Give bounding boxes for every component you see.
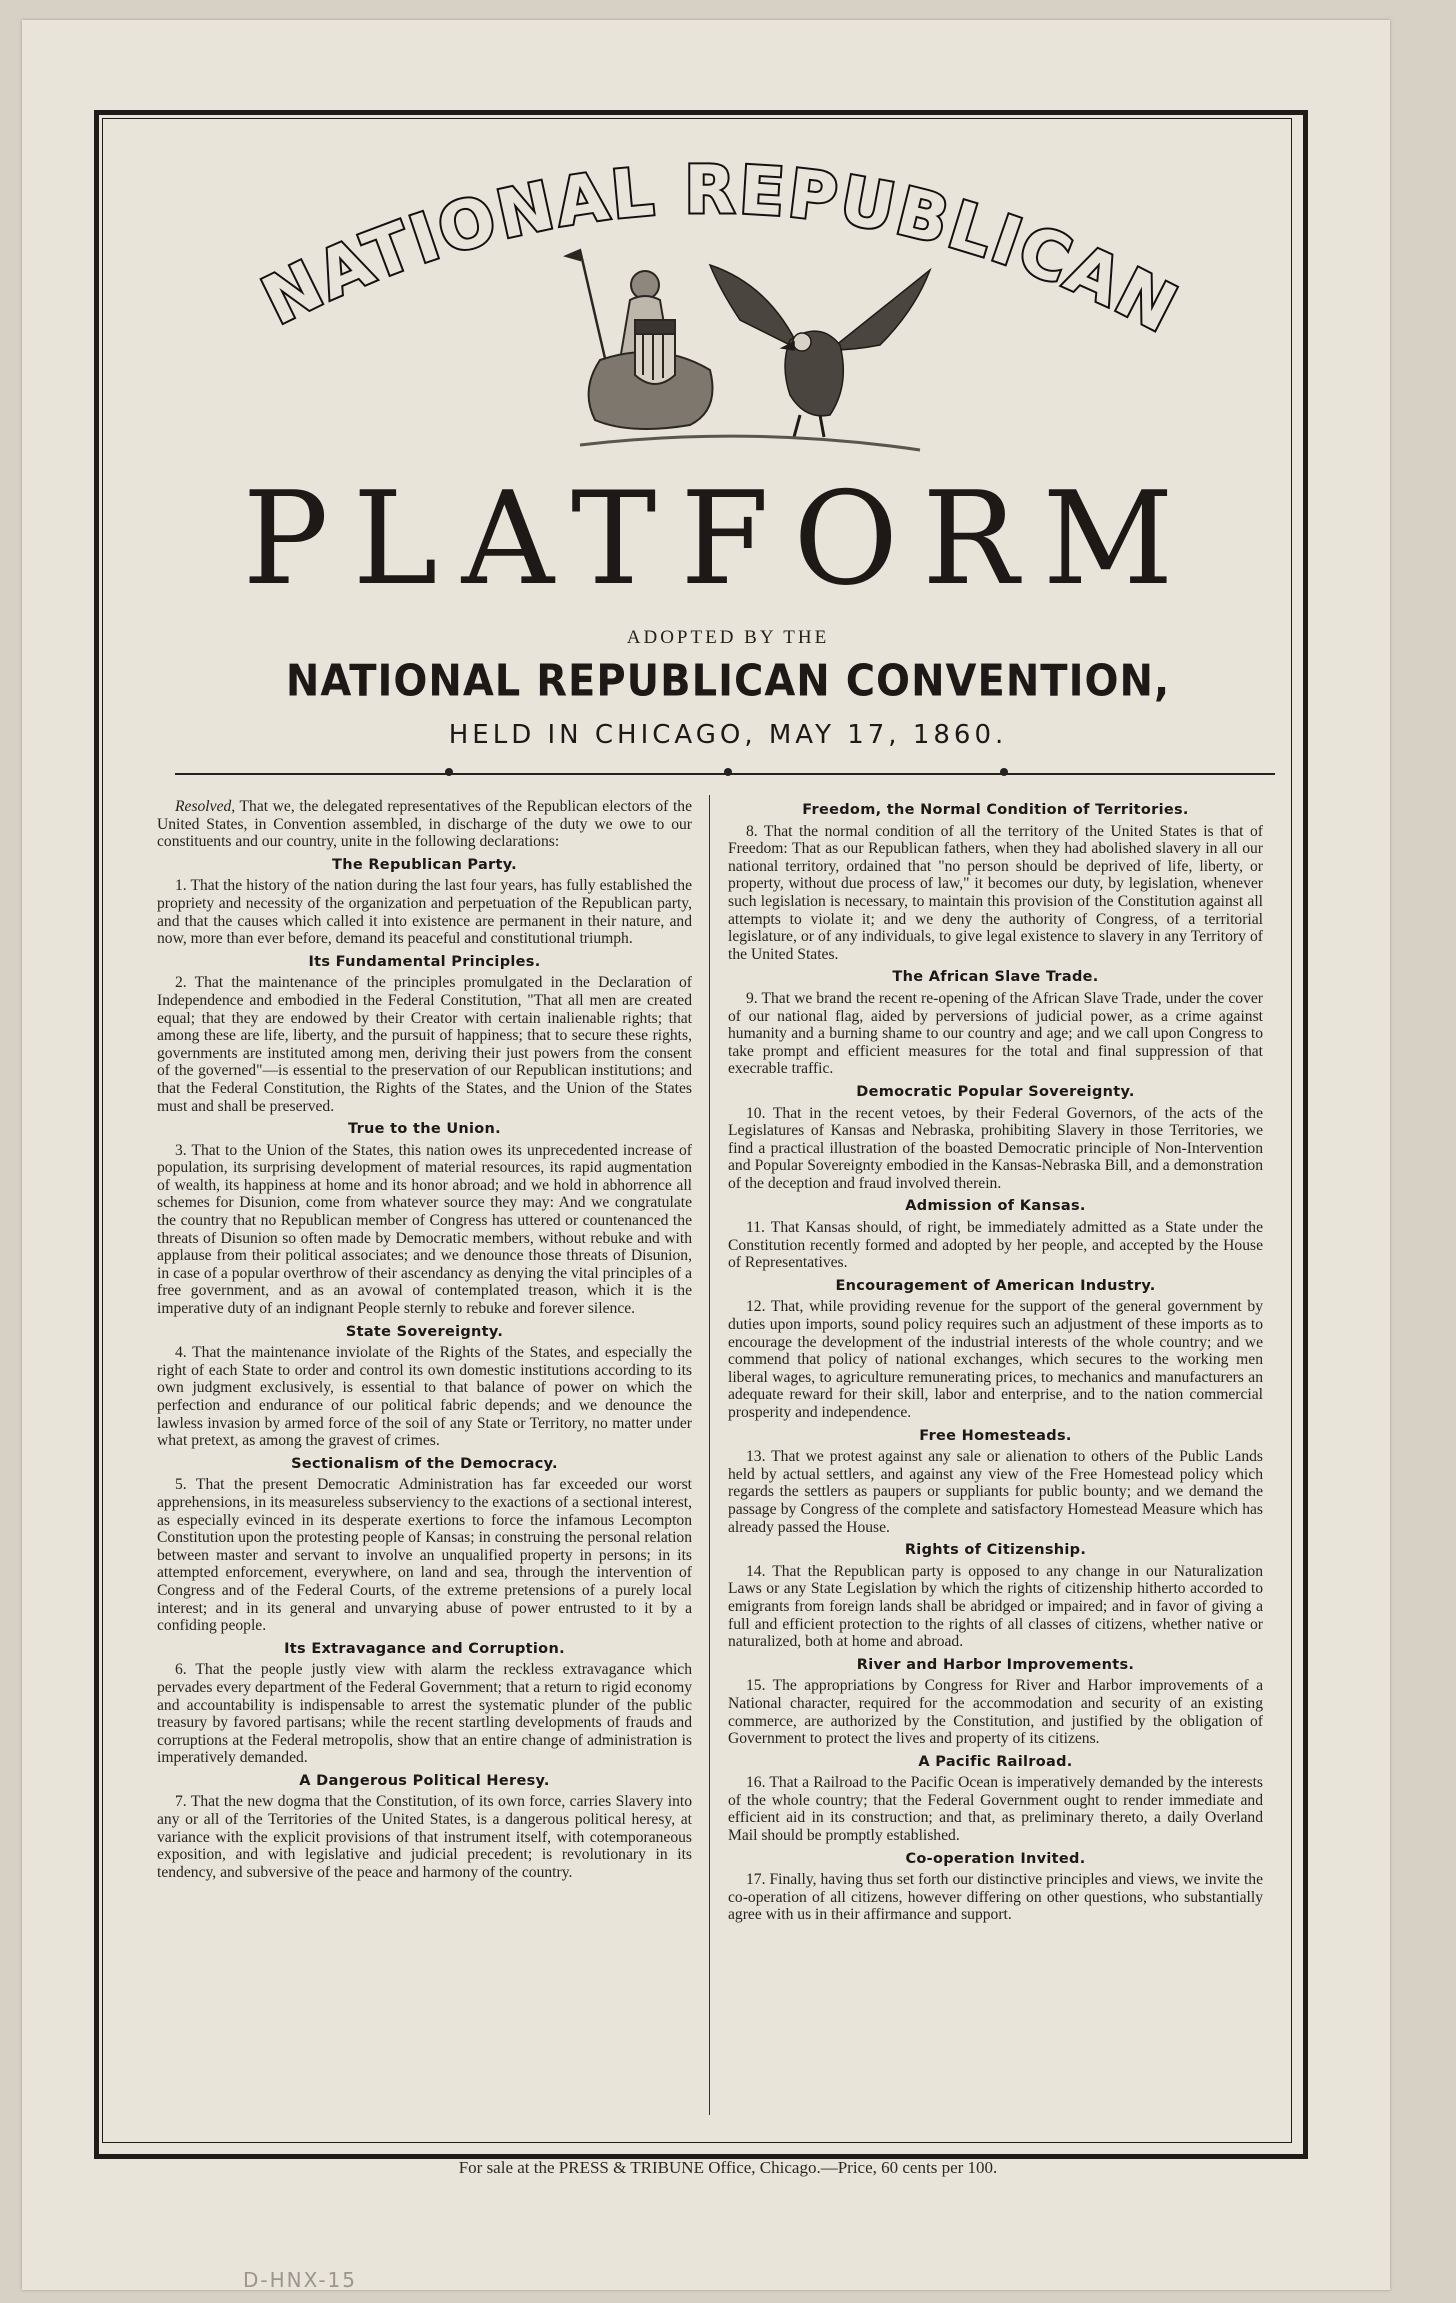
section-heading: True to the Union. — [348, 1121, 501, 1138]
section-heading: Encouragement of American Industry. — [835, 1277, 1156, 1294]
platform-plank: 17. Finally, having thus set forth our distinctive principles and views, we invite the co-operation of all citizens, however differing on other questions, who substantially agree with us in their affirmance and support. — [728, 1871, 1263, 1924]
adopted-by-line: ADOPTED BY THE — [626, 627, 830, 648]
section-heading: Freedom, the Normal Condition of Territories. — [802, 802, 1189, 818]
platform-plank: 9. That we brand the recent re-opening of the African Slave Trade, under the cover of our national flag, aided by perversions of judicial power, as a crime against humanity and a burning shame to our country and age; and we call upon Congress to take prompt and efficient measures for the total and final suppression of that execrable traffic. — [728, 989, 1263, 1078]
footer-price-line: For sale at the PRESS & TRIBUNE Office, Chicago.—Price, 60 cents per 100. — [458, 2158, 998, 2177]
rule-ornament — [724, 768, 732, 776]
eagle-icon — [710, 265, 930, 437]
rule-ornament — [1000, 768, 1008, 776]
platform-plank: 6. That the people justly view with alarm the reckless extravagance which pervades every department of the Federal Government; that a return to rigid economy and accountability is indispensable to arrest the systematic plunder of the public treasury by favored partisans; while the recent startling developments of frauds and corruptions at the Federal metropolis, show that an entire change of administration is imperatively demanded. — [157, 1661, 692, 1767]
platform-plank: 15. The appropriations by Congress for River and Harbor improvements of a National character, required for the accommodation and security of an existing commerce, are authorized by the Constitution, and justified by the obligation of Government to protect the lives and property of its citizens. — [728, 1677, 1263, 1748]
main-title: PLATFORM — [242, 465, 1198, 614]
platform-plank: 14. That the Republican party is opposed to any change in our Naturalization Laws or any State Legislation by which the rights of citizenship hitherto accorded to emigrants from foreign lands shall be abridged or impaired; and in favor of giving a full and efficient protection to the rights of all classes of citizens, whether native or naturalized, both at home and abroad. — [728, 1562, 1263, 1651]
section-heading: A Pacific Railroad. — [918, 1753, 1073, 1770]
platform-plank: 16. That a Railroad to the Pacific Ocean is imperatively demanded by the interests of the whole country; that the Federal Government ought to render immediate and efficient aid in its construction; and that, as preliminary thereto, a daily Overland Mail should be promptly established. — [728, 1774, 1263, 1845]
preamble-text: That we, the delegated representatives of the Republican electors of the United States, in Convention assembled, in discharge of the duty we owe to our constituents and our country, unite in the following declarations: — [157, 798, 692, 851]
section-heading: Co-operation Invited. — [905, 1850, 1086, 1867]
arched-title-text: NATIONAL REPUBLICAN — [250, 151, 1191, 349]
convention-title: NATIONAL REPUBLICAN CONVENTION, — [285, 655, 1171, 707]
resolution-preamble — [157, 798, 692, 851]
right-column — [728, 798, 1263, 1930]
platform-plank: 1. That the history of the nation during the last four years, has fully established the propriety and necessity of the organization and perpetuation of the Republican party, and that the causes which called it into existence are permanent in their nature, and now, more than ever before, demand its peaceful and constitutional triumph. — [157, 877, 692, 948]
left-column — [157, 798, 692, 1887]
platform-plank: 11. That Kansas should, of right, be immediately admitted as a State under the Constitution recently formed and adopted by her people, and accepted by the House of Representatives. — [728, 1219, 1263, 1272]
section-heading: A Dangerous Political Heresy. — [299, 1772, 550, 1789]
liberty-eagle-vignette — [540, 230, 960, 460]
section-heading: River and Harbor Improvements. — [856, 1656, 1135, 1673]
held-line: HELD IN CHICAGO, MAY 17, 1860. — [448, 720, 1008, 750]
pencil-call-number: D-HNX-15 — [243, 2268, 357, 2292]
column-divider — [709, 795, 710, 2115]
section-heading: State Sovereignty. — [345, 1323, 504, 1340]
platform-plank: 13. That we protest against any sale or alienation to others of the Public Lands held by actual settlers, and against any view of the Free Homestead policy which regards the settlers as paupers or suppliants for public bounty; and we demand the passage by Congress of the complete and satisfactory Homestead Measure which has already passed the House. — [728, 1448, 1263, 1536]
platform-plank: 2. That the maintenance of the principles promulgated in the Declaration of Independence and embodied in the Federal Constitution, "That all men are created equal; that they are endowed by their Creator with certain inalienable rights; that among these are life, liberty, and the pursuit of happiness; that to secure these rights, governments are instituted among men, deriving their just powers from the consent of the governed"—is essential to the preservation of our Republican institutions; and that the Federal Constitution, the Rights of the States, and the Union of the States must and shall be preserved. — [157, 974, 692, 1115]
platform-plank: 4. That the maintenance inviolate of the Rights of the States, and especially the right of each State to order and control its own domestic institutions according to its own judgment exclusively, is essential to that balance of power on which the perfection and endurance of our political fabric depends; and we denounce the lawless invasion by armed force of the soil of any State or Territory, no matter under what pretext, as among the gravest of crimes. — [157, 1344, 692, 1450]
section-heading: The African Slave Trade. — [892, 969, 1099, 986]
section-heading: Democratic Popular Sovereignty. — [856, 1083, 1135, 1100]
section-heading: Free Homesteads. — [919, 1427, 1072, 1444]
section-heading: Its Extravagance and Corruption. — [284, 1640, 565, 1657]
platform-plank: 3. That to the Union of the States, this nation owes its unprecedented increase of population, its surprising development of material resources, its rapid augmentation of wealth, its happiness at home and its honor abroad; and we hold in abhorrence all schemes for Disunion, come from whatever source they may: And we congratulate the country that no Republican member of Congress has uttered or countenanced the threats of Disunion so often made by Democratic members, without rebuke and with applause from their political associates; and we denounce those threats of Disunion, in case of a popular overthrow of their ascendancy as denying the vital principles of a free government, and as an avowal of contemplated treason, which it is the imperative duty of an indignant People sternly to rebuke and forever silence. — [157, 1141, 692, 1318]
liberty-figure-icon — [566, 250, 713, 429]
ground-line — [580, 436, 920, 450]
rule-ornament — [445, 768, 453, 776]
section-heading: Admission of Kansas. — [905, 1198, 1086, 1215]
platform-plank: 7. That the new dogma that the Constitution, of its own force, carries Slavery into any or all of the Territories of the United States, is a dangerous political heresy, at variance with the explicit provisions of that instrument itself, with cotemporaneous exposition, and with legislative and judicial precedent; is revolutionary in its tendency, and subversive of the peace and harmony of the country. — [157, 1793, 692, 1881]
platform-plank: 12. That, while providing revenue for the support of the general government by duties upon imports, sound policy requires such an adjustment of these imports as to encourage the development of the industrial interests of the whole country; and we commend that policy of national exchanges, which secures to the working men liberal wages, to agriculture remunerating prices, to mechanics and manufacturers an adequate reward for their skill, labor and enterprise, and to the nation commercial prosperity and independence. — [728, 1298, 1263, 1421]
section-heading: The Republican Party. — [332, 856, 517, 873]
resolved-word: Resolved, — [175, 798, 236, 815]
section-heading: Sectionalism of the Democracy. — [291, 1455, 558, 1472]
section-heading: Its Fundamental Principles. — [308, 953, 541, 970]
platform-plank: 10. That in the recent vetoes, by their Federal Governors, of the acts of the Legislatures of Kansas and Nebraska, prohibiting Slavery in those Territories, we find a practical illustration of the boasted Democratic principle of Non-Intervention and Popular Sovereignty embodied in the Kansas-Nebraska Bill, and a demonstration of the deception and fraud involved therein. — [728, 1104, 1263, 1192]
section-heading: Rights of Citizenship. — [904, 1542, 1087, 1559]
platform-plank: 8. That the normal condition of all the territory of the United States is that of Freedom: That as our Republican fathers, when they had abolished slavery in all our national territory, ordained that "no person should be deprived of life, liberty, or property, without due process of law," it becomes our duty, by legislation, whenever such legislation is necessary, to maintain this provision of the Constitution against all attempts to violate it; and we deny the authority of Congress, of a territorial legislature, or of any individuals, to give legal existence to slavery in any Territory of the United States. — [728, 822, 1263, 963]
platform-plank: 5. That the present Democratic Administration has far exceeded our worst apprehensions, in its measureless subserviency to the exactions of a sectional interest, as especially evinced in its desperate exertions to force the infamous Lecompton Constitution upon the protesting people of Kansas; in construing the personal relation between master and servant to involve an unqualified property in persons; in its attempted enforcement, everywhere, on land and sea, through the intervention of Congress and of the Federal Courts, of the extreme pretensions of a purely local interest; and in its general and unvarying abuse of power entrusted to it by a confiding people. — [157, 1476, 692, 1635]
